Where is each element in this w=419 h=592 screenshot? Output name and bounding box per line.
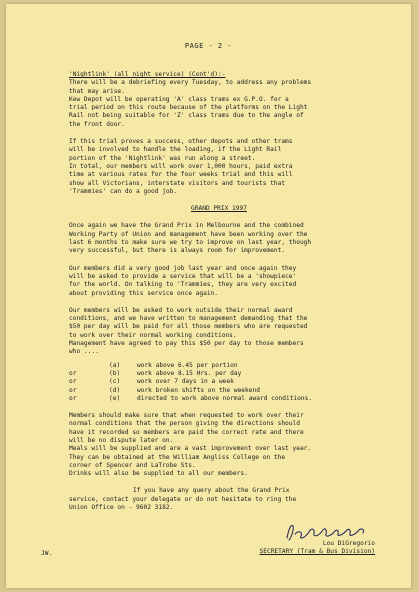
option-connector: or (69, 378, 77, 386)
option-row (69, 378, 369, 386)
option-letter: (e) (109, 394, 121, 402)
gp-para4-line: have it recorded so members are paid the correct rate and there (69, 428, 304, 436)
gp-para1-line: Once again we have the Grand Prix in Melbourne and the combined (69, 222, 304, 230)
option-connector (69, 362, 109, 370)
nightlink-para2-line: portion of the 'Nightlink' was run along a street. (69, 154, 256, 162)
document-body (69, 71, 369, 512)
nightlink-line: There will be a debriefing every Tuesday, to address any problems (69, 79, 312, 87)
signer-name: Lou DiGregorio (322, 540, 375, 547)
gp-para5-line: If you have any query about the Grand Prix (133, 487, 290, 495)
gp-para4-line: will be no dispute later on. (69, 436, 174, 444)
nightlink-para2-line: If this trial proves a success, other depots and other trams (69, 138, 293, 146)
option-row (69, 370, 369, 378)
grand-prix-title: GRAND PRIX 1997 (191, 205, 247, 213)
option-connector: or (69, 394, 77, 402)
option-letter: (c) (109, 378, 121, 386)
nightlink-para2-line: In total, our members will work over 1,000 hours, paid extra (69, 162, 293, 170)
nightlink-line: trial period on this route because of the platforms on the Light (69, 104, 308, 112)
page-header: PAGE - 2 - (184, 42, 233, 50)
option-text: directed to work above normal award conditions. (137, 394, 313, 402)
gp-para2-line: Our members did a very good job last year and once again they (69, 264, 297, 272)
option-letter: (d) (109, 386, 121, 394)
nightlink-para2-line: time at various rates for the four weeks trial and this will (69, 171, 293, 179)
nightlink-para2-line: will be involved to handle the loading, if the Light Rail (69, 146, 282, 154)
gp-para4-line: corner of Spencer and LaTrobe Sts. (69, 461, 196, 469)
gp-para3-line: who .... (69, 348, 99, 356)
option-row (69, 395, 369, 403)
handwritten-signature (281, 520, 371, 544)
gp-para1-line: last 6 months to make sure we try to improve on last year, though (69, 239, 312, 247)
grand-prix-section (69, 205, 369, 512)
gp-para1-line: Working Party of Union and management have been working over the (69, 230, 308, 238)
gp-para4-line: Members should make sure that when requested to work over their (69, 412, 304, 420)
option-letter: (a) (109, 361, 121, 369)
nightlink-line: Kew Depot will be operating 'A' class trams ex G.P.O. for a (69, 95, 289, 103)
option-row (69, 362, 369, 370)
gp-para3-line: to work over their normal working conditions. (69, 331, 237, 339)
option-connector: or (69, 386, 77, 394)
nightlink-line: the front door. (69, 120, 125, 128)
option-letter: (b) (109, 369, 121, 377)
gp-para2-line: about providing this service once again. (69, 289, 219, 297)
signer-role: SECRETARY (Tram & Bus Division) (259, 548, 375, 556)
option-text: work over 7 days in a week (137, 378, 234, 386)
gp-para3-line: $50 per day will be paid for all those members who are requested (69, 323, 308, 331)
gp-para4-line: normal conditions that the person giving the directions should (69, 420, 300, 428)
gp-para3-line: Management have agreed to pay this $50 per day to those members (69, 340, 304, 348)
gp-para2-line: for the world. On talking to 'Trammies, they are very excited (69, 281, 297, 289)
option-connector: or (69, 369, 77, 377)
gp-para5-line: Union Office on - 9602 3182. (69, 504, 174, 512)
signer-block (225, 540, 375, 557)
nightlink-para2-line: show all Victorians, interstate visitors and tourists that (69, 179, 286, 187)
gp-para4-line: Drinks will also be supplied to all our members. (69, 470, 248, 478)
option-row (69, 387, 369, 395)
gp-para5-line: service, contact your delegate or do not hesitate to ring the (69, 495, 297, 503)
document-page (6, 4, 411, 588)
gp-para1-line: very successful, but there is always room for improvement. (69, 247, 286, 255)
gp-para3-line: Our members will be asked to work outside their normal award (69, 306, 293, 314)
typist-initials: JW. (41, 550, 53, 557)
gp-para3-line: conditions, and we have written to management demanding that the (69, 315, 308, 323)
nightlink-heading: 'Nightlink' (all night service) (Cont'd):- (69, 71, 226, 78)
nightlink-section (69, 71, 369, 196)
option-text: work broken shifts on the weekend (137, 386, 260, 394)
nightlink-line: Rail not being suitable for 'Z' class trams due to the angle of (69, 112, 304, 120)
nightlink-para2-line: 'Trammies' can do a good job. (69, 187, 178, 195)
gp-para4-line: They can be obtained at the William Angliss College on the (69, 453, 286, 461)
option-text: work above 8.15 Hrs. per day (137, 369, 242, 377)
gp-para2-line: will be asked to provide a service that will be a 'showpiece' (69, 272, 297, 280)
option-text: work above 6.45 per portion (137, 361, 238, 369)
nightlink-line: that may arise. (69, 87, 125, 95)
gp-para4-line: Meals will be supplied and are a vast improvement over last year. (69, 445, 312, 453)
